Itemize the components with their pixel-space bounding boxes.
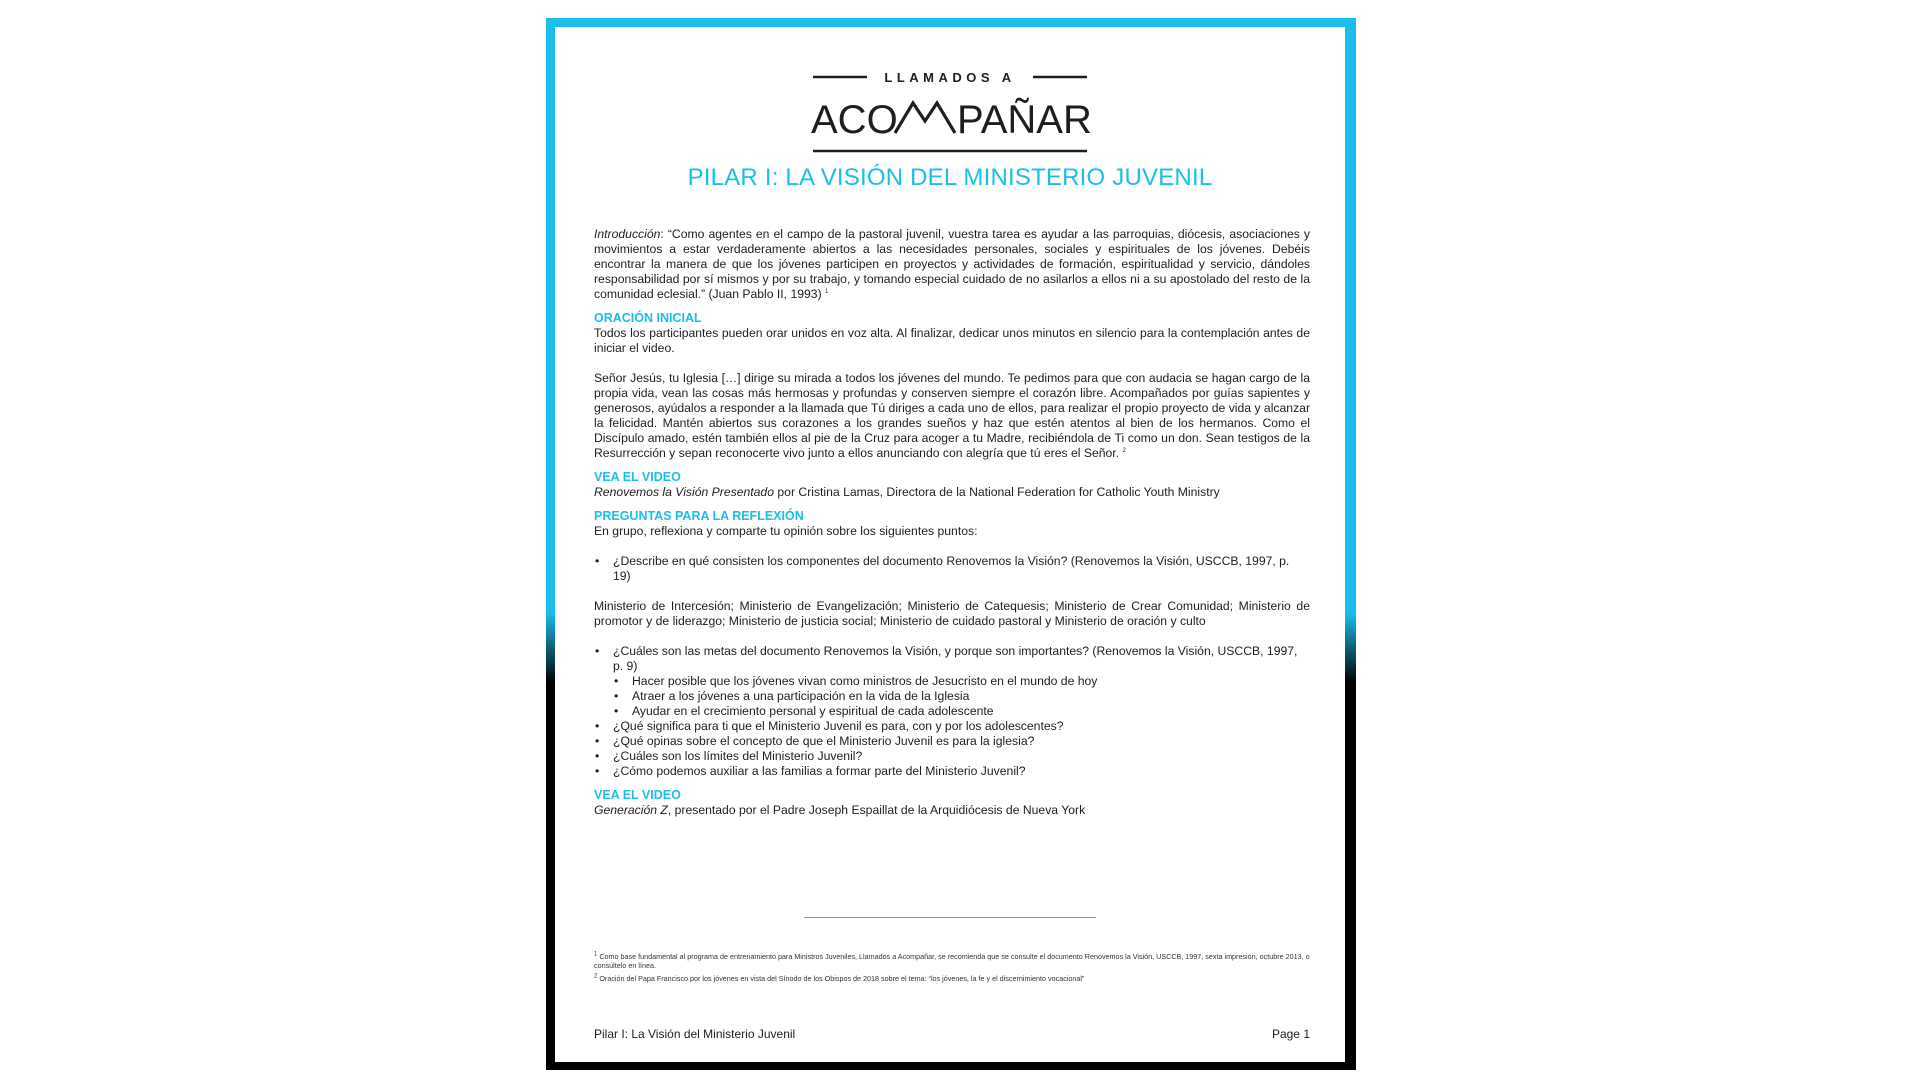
footnote-1 bbox=[594, 952, 1310, 970]
intro-paragraph bbox=[594, 227, 1310, 302]
footnote-1-text: Como base fundamental al programa de entrenamiento para Ministros Juveniles, Llamados a Acompañar, se recomienda que se consulte el documento Renovemos la Visión, USCCB, 1997, sexta impresión, octubre 2013, o consúltelo en línea. bbox=[594, 952, 1310, 970]
footnote-1-mark: 1 bbox=[594, 951, 598, 958]
footnote-2-mark: 2 bbox=[594, 973, 598, 980]
logo-main-right: PAÑAR bbox=[957, 98, 1092, 142]
question-list-1 bbox=[594, 554, 1310, 584]
page-number: Page 1 bbox=[1271, 1027, 1310, 1041]
logo-top-text: LLAMADOS A bbox=[884, 70, 1016, 85]
footnote-2 bbox=[594, 974, 1310, 983]
document-page bbox=[555, 27, 1345, 1062]
goals-list bbox=[594, 674, 1310, 719]
question-item: • ¿Qué significa para ti que el Ministerio Juvenil es para, con y por los adolescentes? bbox=[594, 719, 1310, 734]
goal-item: • Ayudar en el crecimiento personal y espiritual de cada adolescente bbox=[613, 704, 1310, 719]
question-item: • ¿Cuáles son los límites del Ministerio Juvenil? bbox=[594, 749, 1310, 764]
question-2-text: ¿Cuáles son las metas del documento Renovemos la Visión, y porque son importantes? (Renovemos la Visión, USCCB, 1997, p. 9) bbox=[613, 644, 1298, 673]
preguntas-heading: PREGUNTAS PARA LA REFLEXIÓN bbox=[594, 509, 804, 523]
intro-footnote-mark: 1 bbox=[825, 288, 829, 295]
components-paragraph: Ministerio de Intercesión; Ministerio de Evangelización; Ministerio de Catequesis; Ministerio de Crear Comunidad; Ministerio de promotor y de liderazgo; Ministerio de justicia social; Ministerio de cuidado pastoral y Ministerio de oración y culto bbox=[594, 599, 1310, 628]
video1-title: Renovemos la Visión Presentado bbox=[594, 485, 774, 499]
video2-text: , presentado por el Padre Joseph Espaillat de la Arquidiócesis de Nueva York bbox=[667, 803, 1086, 817]
logo-graphic bbox=[805, 67, 1095, 167]
question-list-3 bbox=[594, 719, 1310, 779]
footnotes bbox=[594, 952, 1310, 987]
page-title: PILAR I: LA VISIÓN DEL MINISTERIO JUVENIL bbox=[687, 164, 1213, 191]
question-2 bbox=[594, 644, 1310, 674]
intro-text: : “Como agentes en el campo de la pastoral juvenil, vuestra tarea es ayudar a las parroquias, diócesis, asociaciones y movimientos a estar verdaderamente abiertos a las necesidades personales, sociales y espirituales de los jóvenes. Debéis encontrar la manera de que los jóvenes participen en proyectos y actividades de formación, espiritualidad y servicio, dándoles responsabilidad por sí mismos y por su trabajo, y tomando especial cuidado de no asilarlos a ellos ni a su apostolado del resto de la comunidad eclesial.” (Juan Pablo II, 1993) bbox=[594, 227, 1310, 301]
video1-text: por Cristina Lamas, Directora de la National Federation for Catholic Youth Ministry bbox=[774, 485, 1220, 499]
goal-item: • Atraer a los jóvenes a una participación en la vida de la Iglesia bbox=[613, 689, 1310, 704]
logo-main-left: ACO bbox=[811, 98, 898, 142]
prayer-text: Señor Jesús, tu Iglesia […] dirige su mirada a todos los jóvenes del mundo. Te pedimos para que con audacia se hagan cargo de la propia vida, vean las cosas más hermosas y profundas y conserven siempre el corazón libre. Acompañados por guías sapientes y generosos, ayúdalos a responder a la llamada que Tú diriges a cada uno de ellos, para realizar el propio proyecto de vida y alcanzar la felicidad. Mantén abiertos sus corazones a los grandes sueños y haz que estén atentos al bien de los hermanos. Como el Discípulo amado, estén también ellos al pie de la Cruz para acoger a tu Madre, recibiéndola de Ti como un don. Sean testigos de la Resurrección y sepan reconocerte vivo junto a ellos anunciando con alegría que tú eres el Señor. bbox=[594, 371, 1310, 460]
question-item: • ¿Cómo podemos auxiliar a las familias a formar parte del Ministerio Juvenil? bbox=[594, 764, 1310, 779]
prayer-paragraph bbox=[594, 371, 1310, 461]
page-border bbox=[546, 18, 1356, 1070]
oracion-instructions: Todos los participantes pueden orar unidos en voz alta. Al finalizar, dedicar unos minutos en silencio para la contemplación antes de iniciar el video. bbox=[594, 326, 1310, 355]
video2-heading: VEA EL VIDEO bbox=[594, 788, 681, 802]
llamados-a-acompanar-logo bbox=[805, 67, 1095, 167]
preguntas-intro: En grupo, reflexiona y comparte tu opinión sobre los siguientes puntos: bbox=[594, 524, 978, 538]
intro-label: Introducción bbox=[594, 227, 661, 241]
footnote-divider bbox=[804, 917, 1096, 918]
footer-title: Pilar I: La Visión del Ministerio Juvenil bbox=[594, 1027, 796, 1041]
video2-line bbox=[594, 803, 1310, 818]
footnote-2-text: Oración del Papa Francisco por los jóvenes en vista del Sínodo de los Obispos de 2018 sobre el tema: “los jóvenes, la fe y el discernimiento vocacional” bbox=[599, 974, 1085, 983]
prayer-footnote-mark: 2 bbox=[1122, 447, 1126, 454]
video1-heading: VEA EL VIDEO bbox=[594, 470, 681, 484]
question-1: • ¿Describe en qué consisten los componentes del documento Renovemos la Visión? (Renovemos la Visión, USCCB, 1997, p. 19) bbox=[594, 554, 1310, 584]
video1-line bbox=[594, 485, 1310, 500]
goal-item: • Hacer posible que los jóvenes vivan como ministros de Jesucristo en el mundo de hoy bbox=[613, 674, 1310, 689]
question-list-2 bbox=[594, 644, 1310, 674]
question-item: • ¿Qué opinas sobre el concepto de que el Ministerio Juvenil es para la iglesia? bbox=[594, 734, 1310, 749]
mountain-m-icon bbox=[895, 103, 955, 133]
oracion-heading: ORACIÓN INICIAL bbox=[594, 311, 702, 325]
document-body bbox=[594, 227, 1310, 818]
video2-title: Generación Z bbox=[594, 803, 668, 817]
page-footer bbox=[594, 1027, 1310, 1041]
